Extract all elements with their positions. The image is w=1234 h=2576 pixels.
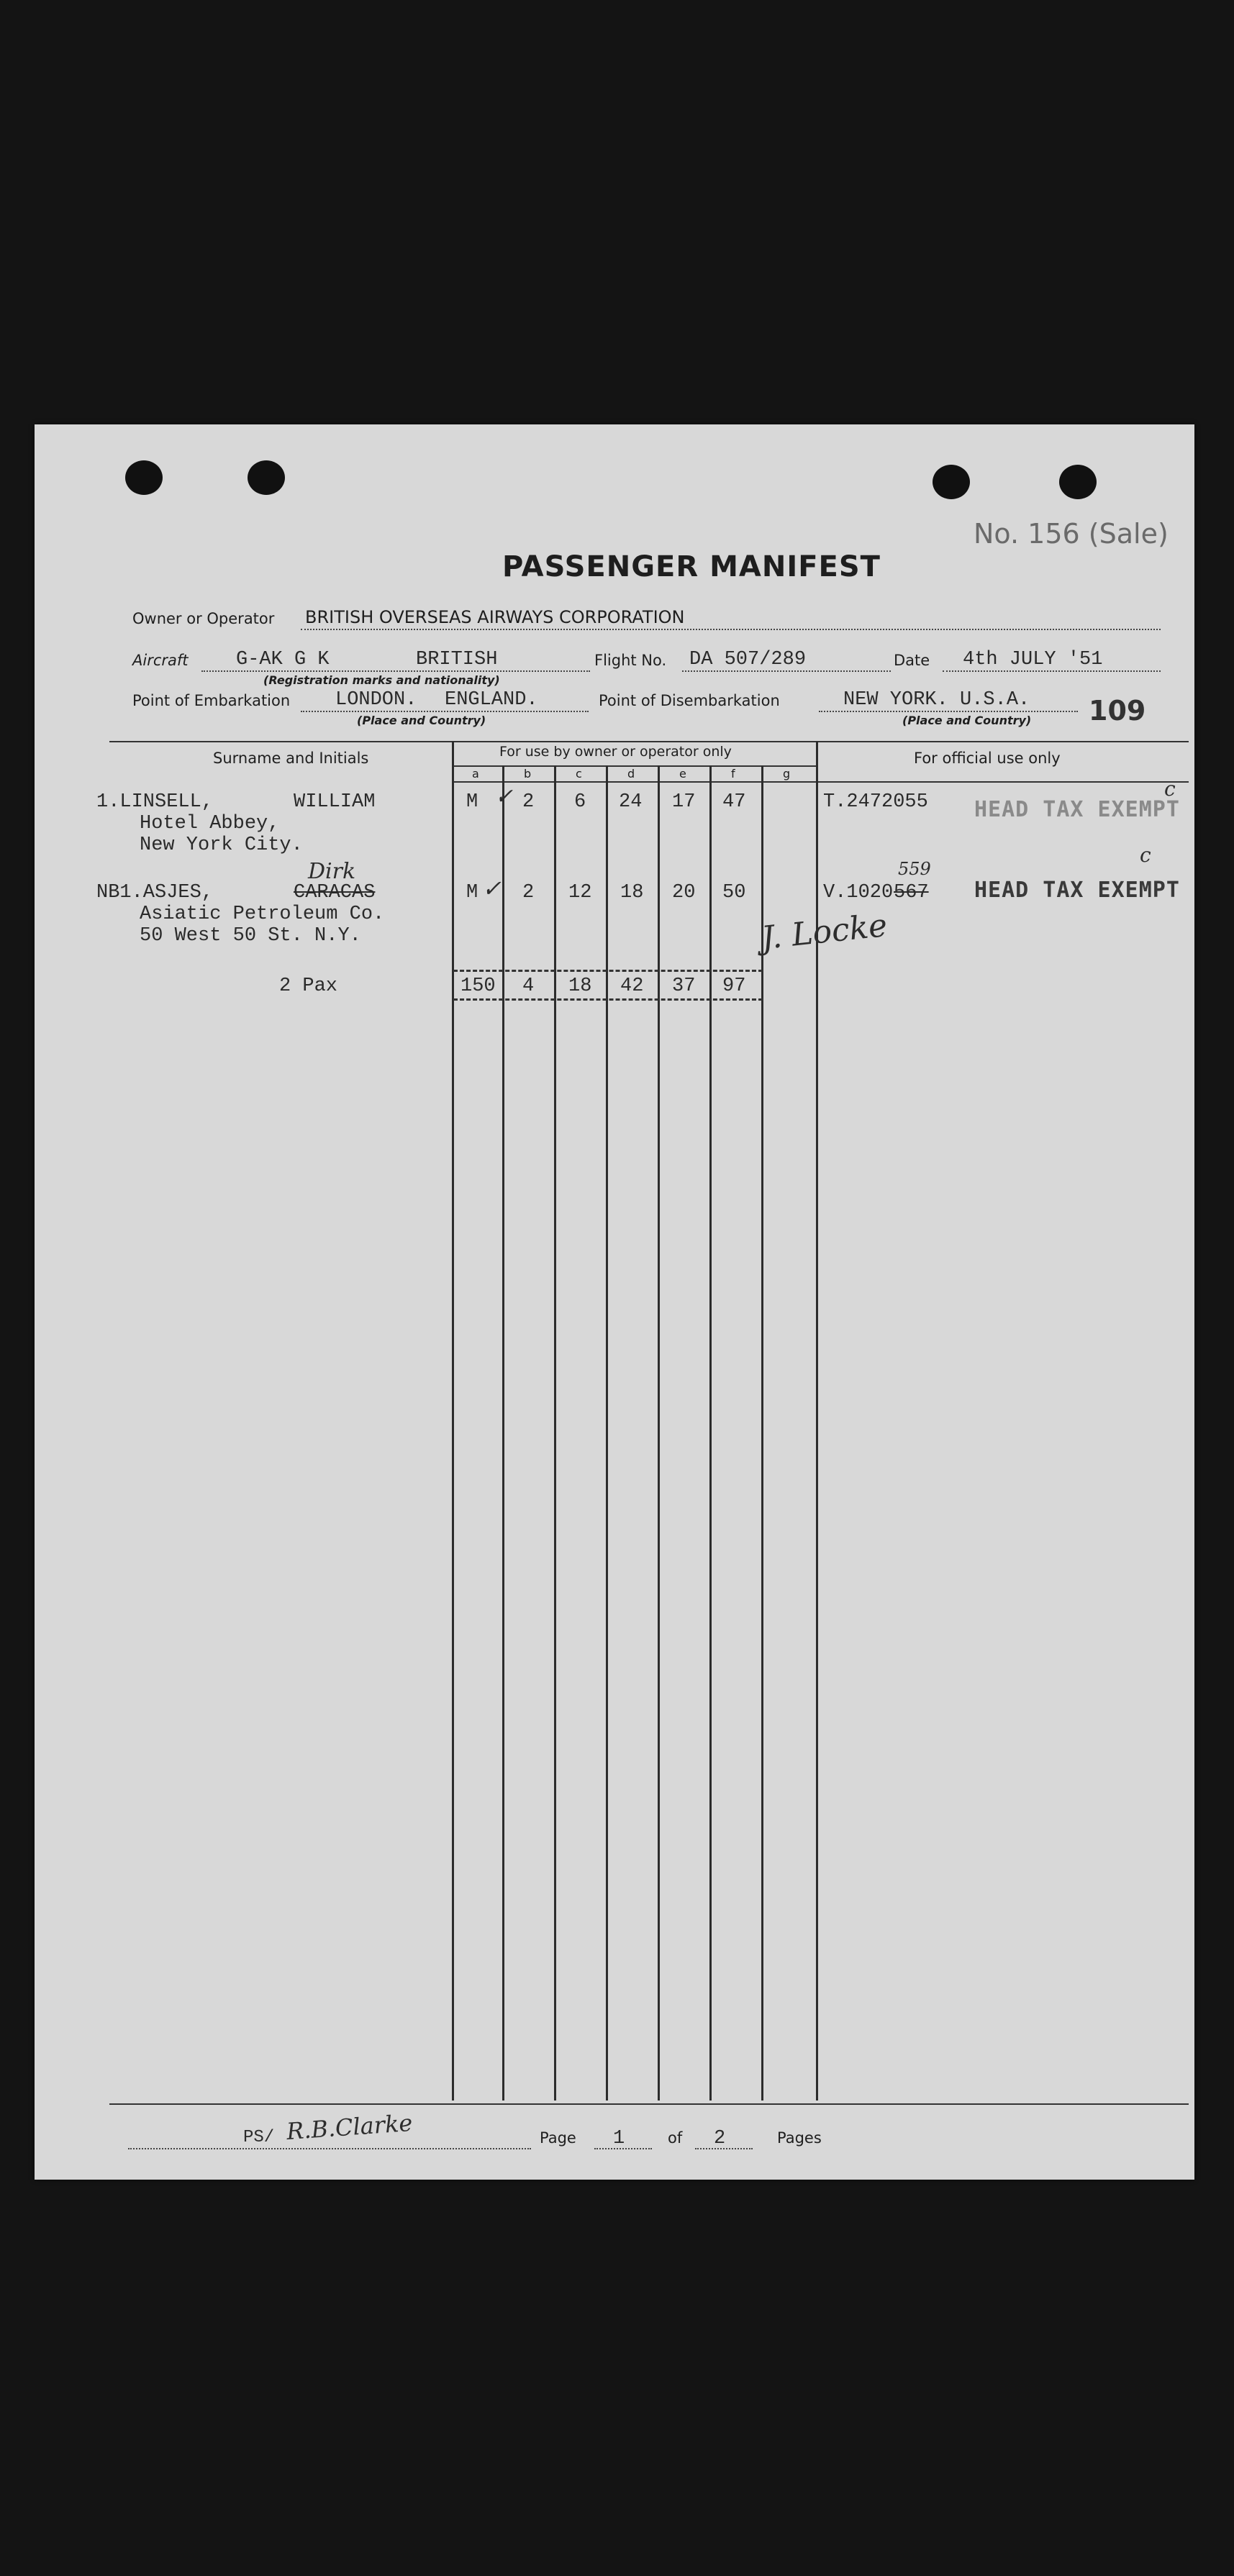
handwritten-note: c (1140, 843, 1151, 867)
footer-prefix: PS/ (243, 2128, 275, 2147)
disembarkation-caption: (Place and Country) (902, 714, 1032, 727)
cell-b: 2 (522, 791, 535, 813)
page-title: PASSENGER MANIFEST (502, 550, 881, 583)
embarkation-caption: (Place and Country) (357, 714, 486, 727)
cell-b: 2 (522, 882, 535, 904)
col-letter-b: b (524, 767, 532, 780)
cell-f: 50 (722, 882, 746, 904)
punch-hole (125, 460, 163, 495)
cell-e: 20 (672, 882, 696, 904)
pages-label: Pages (777, 2129, 822, 2147)
column-rule (658, 765, 660, 2101)
surname-header: Surname and Initials (213, 750, 369, 767)
passenger-address-line: New York City. (140, 834, 303, 856)
total-a: 150 (461, 975, 496, 997)
pages-dotline (695, 2148, 753, 2149)
head-tax-stamp: HEAD TAX EXEMPT (974, 797, 1180, 822)
flight-dotline (682, 670, 891, 672)
official-number: V.1020 (823, 882, 894, 904)
footer-signature: R.B.Clarke (285, 2108, 414, 2146)
column-rule (554, 765, 556, 2101)
col-letter-g: g (783, 767, 791, 780)
col-letter-e: e (679, 767, 686, 780)
date-label: Date (894, 652, 930, 669)
aircraft-registration: G-AK G K (236, 649, 330, 670)
punch-hole (933, 465, 970, 499)
passenger-surname: NB1.ASJES, (96, 882, 214, 904)
passenger-given-name-struck: CARACAS (294, 882, 376, 904)
passenger-given-name: WILLIAM (294, 791, 376, 813)
owner-dotline (301, 629, 1161, 630)
total-c: 18 (568, 975, 592, 997)
disembarkation-dotline (819, 711, 1078, 712)
cell-a: M (466, 791, 478, 813)
column-rule (709, 765, 712, 2101)
handwritten-note: c (1164, 777, 1176, 801)
check-mark: ✓ (495, 784, 514, 809)
embarkation-dotline (301, 711, 589, 712)
inspector-signature: J. Locke (759, 906, 889, 957)
embarkation-country: ENGLAND. (445, 689, 538, 711)
official-number: T.2472055 (823, 791, 928, 813)
official-number-struck: 567 (894, 882, 929, 904)
pages-total: 2 (714, 2128, 726, 2149)
passenger-address-line: 50 West 50 St. N.Y. (140, 925, 361, 947)
handwritten-number: 109 (1089, 695, 1146, 727)
owner-value: BRITISH OVERSEAS AIRWAYS CORPORATION (305, 607, 685, 627)
letters-bottom-rule (452, 781, 1189, 783)
official-number-handwritten: 559 (898, 859, 931, 879)
document-number: No. 156 (Sale) (974, 518, 1169, 550)
embarkation-label: Point of Embarkation (132, 692, 291, 709)
footer-rule (109, 2103, 1189, 2105)
official-use-header: For official use only (914, 750, 1061, 767)
aircraft-dotline (201, 670, 590, 672)
head-tax-stamp: HEAD TAX EXEMPT (974, 878, 1180, 903)
totals-label: 2 Pax (279, 975, 338, 997)
disembarkation-label: Point of Disembarkation (599, 692, 780, 709)
flight-label: Flight No. (594, 652, 667, 669)
total-d: 42 (620, 975, 644, 997)
cell-d: 24 (619, 791, 643, 813)
aircraft-caption: (Registration marks and nationality) (263, 673, 500, 687)
date-value: 4th JULY '51 (963, 649, 1103, 670)
cell-f: 47 (722, 791, 746, 813)
cell-c: 6 (574, 791, 586, 813)
cell-a: M (466, 882, 478, 904)
total-e: 37 (672, 975, 696, 997)
aircraft-nationality: BRITISH (416, 649, 498, 670)
date-dotline (943, 670, 1161, 672)
embarkation-city: LONDON. (335, 689, 417, 711)
manifest-sheet (35, 424, 1194, 2180)
footer-dotline (128, 2148, 531, 2149)
column-rule (452, 741, 454, 2101)
totals-top-rule (453, 970, 763, 972)
disembarkation-value: NEW YORK. U.S.A. (843, 689, 1030, 711)
page-dotline (594, 2148, 652, 2149)
aircraft-label: Aircraft (132, 652, 189, 669)
owner-use-header: For use by owner or operator only (499, 744, 732, 760)
punch-hole (248, 460, 285, 495)
flight-number: DA 507/289 (689, 649, 807, 670)
cell-c: 12 (568, 882, 592, 904)
punch-hole (1059, 465, 1097, 499)
cell-e: 17 (672, 791, 696, 813)
total-f: 97 (722, 975, 746, 997)
col-letter-c: c (576, 767, 582, 780)
owner-label: Owner or Operator (132, 610, 275, 627)
table-top-rule (109, 741, 1189, 742)
passenger-given-name-handwritten: Dirk (308, 859, 356, 884)
column-rule (502, 765, 504, 2101)
col-letter-d: d (627, 767, 635, 780)
passenger-surname: 1.LINSELL, (96, 791, 214, 813)
check-mark: ✓ (482, 875, 502, 902)
total-b: 4 (522, 975, 535, 997)
passenger-address-line: Asiatic Petroleum Co. (140, 904, 385, 925)
passenger-address-line: Hotel Abbey, (140, 813, 280, 834)
col-letter-f: f (731, 767, 735, 780)
col-letter-a: a (472, 767, 479, 780)
page-number: 1 (613, 2128, 625, 2149)
cell-d: 18 (620, 882, 644, 904)
page-label: Page (540, 2129, 576, 2147)
totals-bottom-rule (453, 998, 763, 1001)
column-rule (761, 765, 763, 2101)
of-label: of (668, 2129, 683, 2147)
column-rule (606, 765, 608, 2101)
